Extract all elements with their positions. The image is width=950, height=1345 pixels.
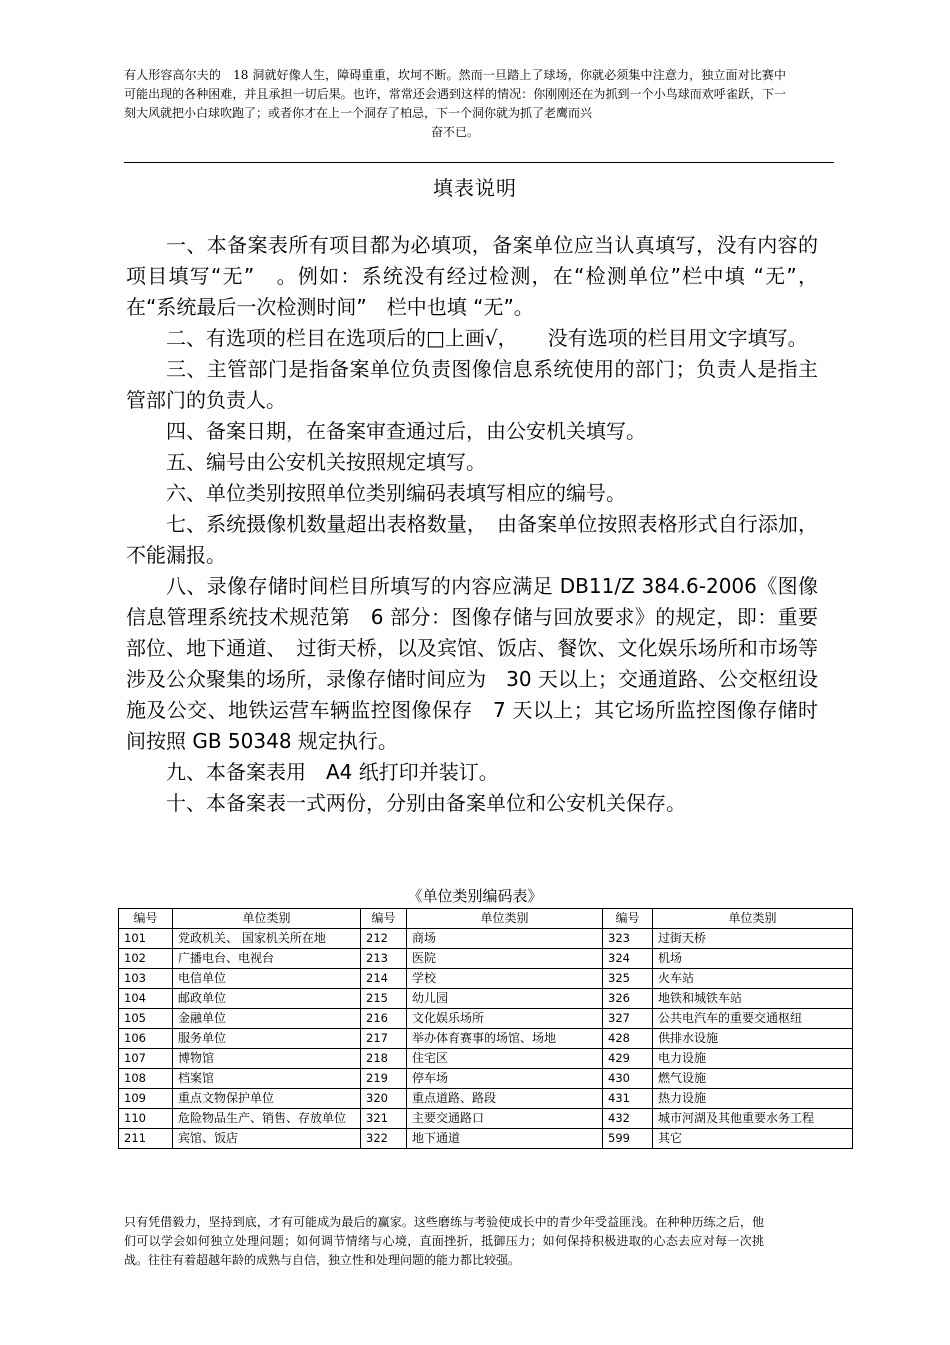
column-header: 单位类别 xyxy=(653,909,853,929)
code-cell: 599 xyxy=(603,1129,653,1149)
category-cell: 邮政单位 xyxy=(173,989,361,1009)
code-cell: 428 xyxy=(603,1029,653,1049)
code-cell: 324 xyxy=(603,949,653,969)
category-cell: 重点文物保护单位 xyxy=(173,1089,361,1109)
category-cell: 幼儿园 xyxy=(407,989,603,1009)
column-header: 编号 xyxy=(119,909,173,929)
category-cell: 公共电汽车的重要交通枢纽 xyxy=(653,1009,853,1029)
table-row xyxy=(119,929,853,949)
code-cell: 109 xyxy=(119,1089,173,1109)
code-cell: 429 xyxy=(603,1049,653,1069)
category-cell: 危险物品生产、销售、存放单位 xyxy=(173,1109,361,1129)
column-header: 编号 xyxy=(603,909,653,929)
category-cell: 其它 xyxy=(653,1129,853,1149)
code-cell: 325 xyxy=(603,969,653,989)
category-cell: 医院 xyxy=(407,949,603,969)
category-cell: 广播电台、电视台 xyxy=(173,949,361,969)
code-cell: 212 xyxy=(361,929,407,949)
instruction-item: 七、系统摄像机数量超出表格数量， 由备案单位按照表格形式自行添加，不能漏报。 xyxy=(126,512,818,567)
instruction-item: 九、本备案表用 A4 纸打印并装订。 xyxy=(166,760,499,784)
unit-category-code-table xyxy=(118,908,853,1149)
table-row xyxy=(119,1129,853,1149)
code-cell: 215 xyxy=(361,989,407,1009)
category-cell: 停车场 xyxy=(407,1069,603,1089)
header-divider xyxy=(124,162,834,163)
header-paragraph xyxy=(124,66,786,142)
code-cell: 430 xyxy=(603,1069,653,1089)
code-cell: 104 xyxy=(119,989,173,1009)
instruction-item: 六、单位类别按照单位类别编码表填写相应的编号。 xyxy=(166,481,626,505)
column-header: 编号 xyxy=(361,909,407,929)
code-cell: 431 xyxy=(603,1089,653,1109)
column-header: 单位类别 xyxy=(407,909,603,929)
instruction-item: 四、备案日期，在备案审查通过后，由公安机关填写。 xyxy=(166,419,646,443)
table-row xyxy=(119,1029,853,1049)
instruction-item: 二、有选项的栏目在选项后的□上画√， 没有选项的栏目用文字填写。 xyxy=(166,326,808,350)
category-cell: 商场 xyxy=(407,929,603,949)
instructions-list xyxy=(126,230,818,819)
category-cell: 档案馆 xyxy=(173,1069,361,1089)
code-cell: 211 xyxy=(119,1129,173,1149)
table-caption: 《单位类别编码表》 xyxy=(407,887,543,905)
code-cell: 102 xyxy=(119,949,173,969)
category-cell: 热力设施 xyxy=(653,1089,853,1109)
code-cell: 216 xyxy=(361,1009,407,1029)
category-cell: 火车站 xyxy=(653,969,853,989)
code-cell: 103 xyxy=(119,969,173,989)
footer-paragraph: 只有凭借毅力，坚持到底，才有可能成为最后的赢家。这些磨练与考验使成长中的青少年受益匪浅。在种种历练之后，他们可以学会如何独立处理问题；如何调节情绪与心境，直面挫折，抵御压力；如何保持积极进取的心态去应对每一次挑战。往往有着超越年龄的成熟与自信，独立性和处理问题的能力都比较强。 xyxy=(124,1215,764,1267)
category-cell: 文化娱乐场所 xyxy=(407,1009,603,1029)
category-cell: 地下通道 xyxy=(407,1129,603,1149)
code-cell: 108 xyxy=(119,1069,173,1089)
category-cell: 宾馆、饭店 xyxy=(173,1129,361,1149)
table-row xyxy=(119,1109,853,1129)
code-cell: 320 xyxy=(361,1089,407,1109)
code-cell: 432 xyxy=(603,1109,653,1129)
category-cell: 博物馆 xyxy=(173,1049,361,1069)
instruction-item: 一、本备案表所有项目都为必填项，备案单位应当认真填写，没有内容的项目填写“无” 。例如：系统没有经过检测，在“检测单位”栏中填 “无”，在“系统最后一次检测时间” 栏中也填 “无”。 xyxy=(126,233,818,319)
code-cell: 322 xyxy=(361,1129,407,1149)
category-cell: 燃气设施 xyxy=(653,1069,853,1089)
code-cell: 101 xyxy=(119,929,173,949)
column-header: 单位类别 xyxy=(173,909,361,929)
category-cell: 举办体育赛事的场馆、场地 xyxy=(407,1029,603,1049)
code-cell: 106 xyxy=(119,1029,173,1049)
category-cell: 供排水设施 xyxy=(653,1029,853,1049)
table-row xyxy=(119,949,853,969)
category-cell: 重点道路、路段 xyxy=(407,1089,603,1109)
category-cell: 机场 xyxy=(653,949,853,969)
table-row xyxy=(119,1049,853,1069)
page-title: 填表说明 xyxy=(433,176,517,200)
table-row xyxy=(119,969,853,989)
code-cell: 219 xyxy=(361,1069,407,1089)
table-header-row xyxy=(119,909,853,929)
table-row xyxy=(119,989,853,1009)
header-text-body: 有人形容高尔夫的 18 洞就好像人生，障碍重重，坎坷不断。然而一旦踏上了球场，你就必须集中注意力，独立面对比赛中可能出现的各种困难，并且承担一切后果。也许，常常还会遇到这样的情况：你刚刚还在为抓到一个小鸟球而欢呼雀跃，下一刻大风就把小白球吹跑了；或者你才在上一个洞存了柏忌，下一个洞你就为抓了老鹰而兴 xyxy=(124,68,786,120)
table-row xyxy=(119,1089,853,1109)
category-cell: 电信单位 xyxy=(173,969,361,989)
category-cell: 学校 xyxy=(407,969,603,989)
code-cell: 323 xyxy=(603,929,653,949)
category-cell: 地铁和城铁车站 xyxy=(653,989,853,1009)
header-text-last-line: 奋不已。 xyxy=(430,125,479,139)
code-cell: 213 xyxy=(361,949,407,969)
table-row xyxy=(119,1069,853,1089)
table-row xyxy=(119,1009,853,1029)
code-cell: 326 xyxy=(603,989,653,1009)
category-cell: 住宅区 xyxy=(407,1049,603,1069)
instruction-item: 五、编号由公安机关按照规定填写。 xyxy=(166,450,486,474)
category-cell: 主要交通路口 xyxy=(407,1109,603,1129)
category-cell: 过街天桥 xyxy=(653,929,853,949)
code-cell: 214 xyxy=(361,969,407,989)
category-cell: 服务单位 xyxy=(173,1029,361,1049)
code-cell: 105 xyxy=(119,1009,173,1029)
category-cell: 城市河湖及其他重要水务工程 xyxy=(653,1109,853,1129)
code-cell: 217 xyxy=(361,1029,407,1049)
instruction-item: 十、本备案表一式两份，分别由备案单位和公安机关保存。 xyxy=(166,791,686,815)
instruction-item: 三、主管部门是指备案单位负责图像信息系统使用的部门；负责人是指主管部门的负责人。 xyxy=(126,357,818,412)
code-cell: 107 xyxy=(119,1049,173,1069)
category-cell: 金融单位 xyxy=(173,1009,361,1029)
code-cell: 110 xyxy=(119,1109,173,1129)
code-cell: 327 xyxy=(603,1009,653,1029)
category-cell: 党政机关、 国家机关所在地 xyxy=(173,929,361,949)
code-cell: 321 xyxy=(361,1109,407,1129)
category-cell: 电力设施 xyxy=(653,1049,853,1069)
instruction-item: 八、录像存储时间栏目所填写的内容应满足 DB11/Z 384.6-2006《图像信息管理系统技术规范第 6 部分：图像存储与回放要求》的规定，即：重要部位、地下通道、 过街天桥，以及宾馆、饭店、餐饮、文化娱乐场所和市场等涉及公众聚集的场所，录像存储时间应为 30 天以上；交通道路、公交枢纽设施及公交、地铁运营车辆监控图像保存 7 天以上；其它场所监控图像存储时间按照 GB 50348 规定执行。 xyxy=(126,574,818,753)
code-cell: 218 xyxy=(361,1049,407,1069)
